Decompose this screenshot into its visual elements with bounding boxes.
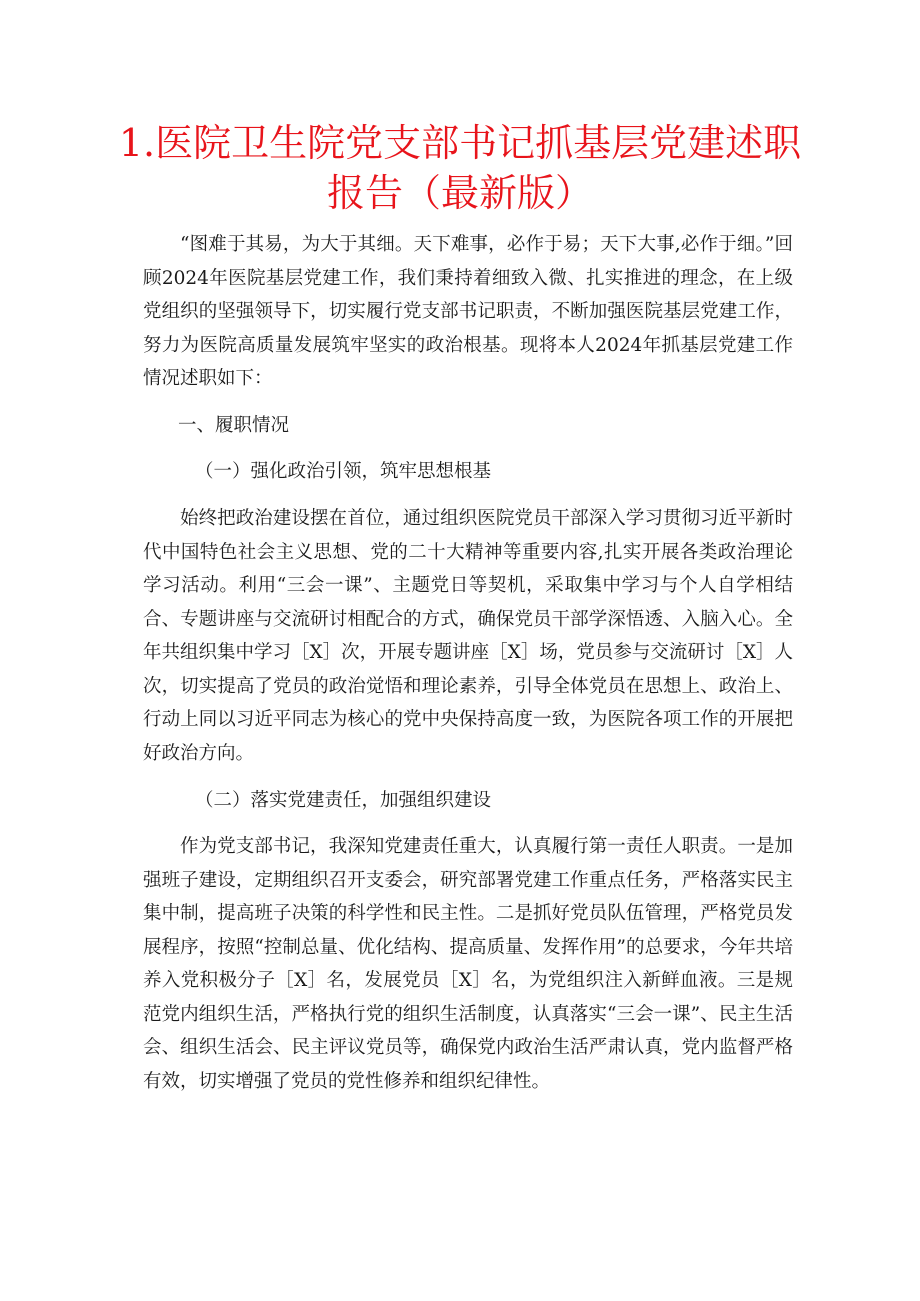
section-heading: 一、履职情况: [178, 415, 290, 436]
document-title: 1.医院卫生院党支部书记抓基层党建述职报告（最新版）: [118, 121, 802, 215]
subsection-heading-2: （二）落实党建责任，加强组织建设: [195, 790, 492, 811]
subsection-paragraph-1: 始终把政治建设摆在首位，通过组织医院党员干部深入学习贯彻习近平新时代中国特色社会主义思想、党的二十大精神等重要内容,扎实开展各类政治理论学习活动。利用“三会一课”、主题党日等契机，采取集中学习与个人自学相结合、专题讲座与交流研讨相配合的方式，确保党员干部学深悟透、入脑入心。全年共组织集中学习［X］次，开展专题讲座［X］场，党员参与交流研讨［X］人次，切实提高了党员的政治觉悟和理论素养，引导全体党员在思想上、政治上、行动上同以习近平同志为核心的党中央保持高度一致，为医院各项工作的开展把好政治方向。: [143, 508, 794, 764]
subsection-paragraph-2: 作为党支部书记，我深知党建责任重大，认真履行第一责任人职责。一是加强班子建设，定期组织召开支委会，研究部署党建工作重点任务，严格落实民主集中制，提高班子决策的科学性和民主性。二是抓好党员队伍管理，严格党员发展程序，按照“控制总量、优化结构、提高质量、发挥作用”的总要求，今年共培养入党积极分子［X］名，发展党员［X］名，为党组织注入新鲜血液。三是规范党内组织生活，严格执行党的组织生活制度，认真落实“三会一课”、民主生活会、组织生活会、民主评议党员等，确保党内政治生活严肃认真，党内监督严格有效，切实增强了党员的党性修养和组织纪律性。: [143, 836, 793, 1092]
subsection-heading-1: （一）强化政治引领，筑牢思想根基: [195, 461, 492, 482]
intro-paragraph: “图难于其易，为大于其细。天下难事，必作于易；天下大事,必作于细。”回顾2024年医院基层党建工作，我们秉持着细致入微、扎实推进的理念，在上级党组织的坚强领导下，切实履行党支部书记职责，不断加强医院基层党建工作，努力为医院高质量发展筑牢坚实的政治根基。现将本人2024年抓基层党建工作情况述职如下：: [143, 234, 793, 389]
